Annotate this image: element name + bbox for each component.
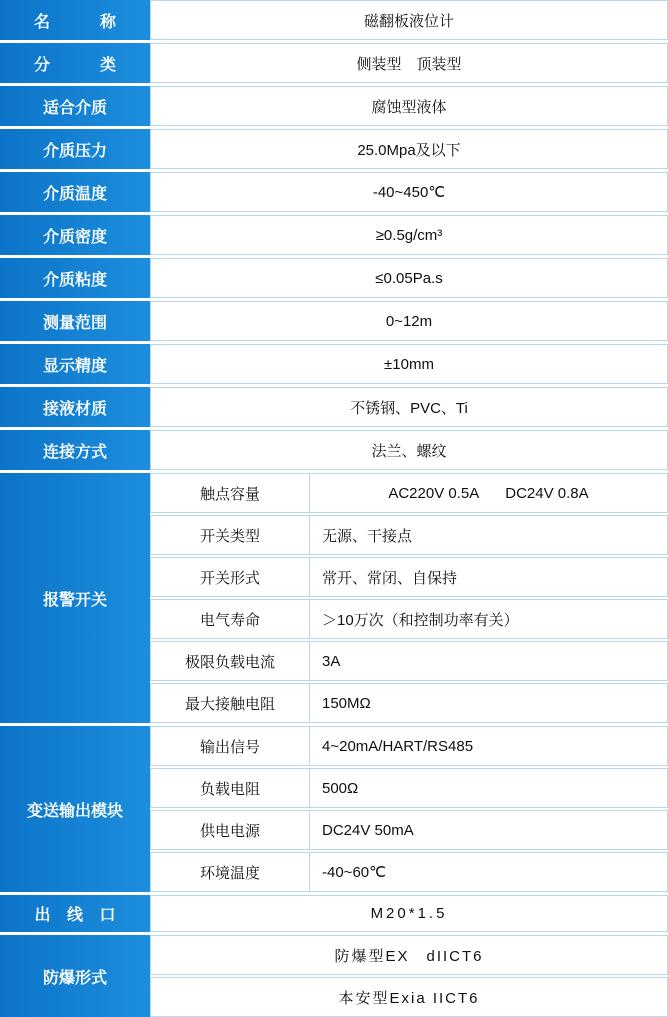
sub-value: 150MΩ — [310, 683, 668, 723]
explosion-proof-label: 防爆形式 — [0, 935, 150, 1017]
row-label: 连接方式 — [0, 430, 150, 470]
explosion-proof-value: 防爆型EX dIICT6 — [150, 935, 668, 975]
row-value: -40~450℃ — [150, 172, 668, 212]
row-value: 不锈钢、PVC、Ti — [150, 387, 668, 427]
sub-label: 最大接触电阻 — [150, 683, 310, 723]
explosion-proof-value: 本安型Exia IICT6 — [150, 977, 668, 1017]
contact-capacity-ac: AC220V 0.5A — [388, 484, 480, 502]
sub-value: 常开、常闭、自保持 — [310, 557, 668, 597]
sub-value: 无源、干接点 — [310, 515, 668, 555]
table-row — [0, 0, 668, 40]
transmitter-module-group — [0, 726, 668, 892]
table-row — [150, 726, 668, 766]
sub-label: 供电电源 — [150, 810, 310, 850]
row-value: 腐蚀型液体 — [150, 86, 668, 126]
row-label: 测量范围 — [0, 301, 150, 341]
table-row — [150, 810, 668, 850]
table-row — [0, 172, 668, 212]
row-label: 介质温度 — [0, 172, 150, 212]
outlet-label: 出 线 口 — [0, 895, 150, 932]
row-value: 0~12m — [150, 301, 668, 341]
sub-value: 500Ω — [310, 768, 668, 808]
row-value: ≥0.5g/cm³ — [150, 215, 668, 255]
row-label: 分 类 — [0, 43, 150, 83]
table-row — [150, 683, 668, 723]
table-row — [150, 641, 668, 681]
sub-value: -40~60℃ — [310, 852, 668, 892]
sub-value: ＞10万次（和控制功率有关） — [310, 599, 668, 639]
sub-value: 4~20mA/HART/RS485 — [310, 726, 668, 766]
sub-label: 环境温度 — [150, 852, 310, 892]
sub-value: DC24V 50mA — [310, 810, 668, 850]
sub-label: 极限负载电流 — [150, 641, 310, 681]
table-row — [0, 129, 668, 169]
row-value: 法兰、螺纹 — [150, 430, 668, 470]
outlet-value: M20*1.5 — [150, 895, 668, 932]
alarm-switch-label: 报警开关 — [0, 473, 150, 723]
alarm-switch-group — [0, 473, 668, 723]
row-label: 适合介质 — [0, 86, 150, 126]
table-row — [150, 977, 668, 1017]
outlet-row — [0, 895, 668, 932]
table-row — [0, 215, 668, 255]
table-row — [150, 599, 668, 639]
row-value: ≤0.05Pa.s — [150, 258, 668, 298]
row-value: 25.0Mpa及以下 — [150, 129, 668, 169]
table-row — [0, 344, 668, 384]
table-row — [150, 768, 668, 808]
sub-label: 触点容量 — [150, 473, 310, 513]
row-label: 介质密度 — [0, 215, 150, 255]
table-row — [150, 852, 668, 892]
table-row — [150, 935, 668, 975]
sub-value: 3A — [310, 641, 668, 681]
sub-label: 开关形式 — [150, 557, 310, 597]
table-row — [150, 515, 668, 555]
row-label: 显示精度 — [0, 344, 150, 384]
table-row — [0, 258, 668, 298]
sub-label: 输出信号 — [150, 726, 310, 766]
table-row — [0, 301, 668, 341]
table-row — [150, 557, 668, 597]
row-label: 名 称 — [0, 0, 150, 40]
table-row — [0, 86, 668, 126]
row-label: 接液材质 — [0, 387, 150, 427]
row-label: 介质压力 — [0, 129, 150, 169]
sub-label: 电气寿命 — [150, 599, 310, 639]
explosion-proof-group — [0, 935, 668, 1017]
transmitter-module-label: 变送输出模块 — [0, 726, 150, 892]
row-label: 介质粘度 — [0, 258, 150, 298]
contact-capacity-dc: DC24V 0.8A — [505, 484, 589, 502]
table-row — [0, 387, 668, 427]
table-row — [0, 430, 668, 470]
row-value: 磁翻板液位计 — [150, 0, 668, 40]
table-row — [0, 43, 668, 83]
sub-label: 开关类型 — [150, 515, 310, 555]
row-value: ±10mm — [150, 344, 668, 384]
table-row — [150, 473, 668, 513]
row-value: 侧装型 顶装型 — [150, 43, 668, 83]
sub-value — [310, 473, 668, 513]
sub-label: 负载电阻 — [150, 768, 310, 808]
